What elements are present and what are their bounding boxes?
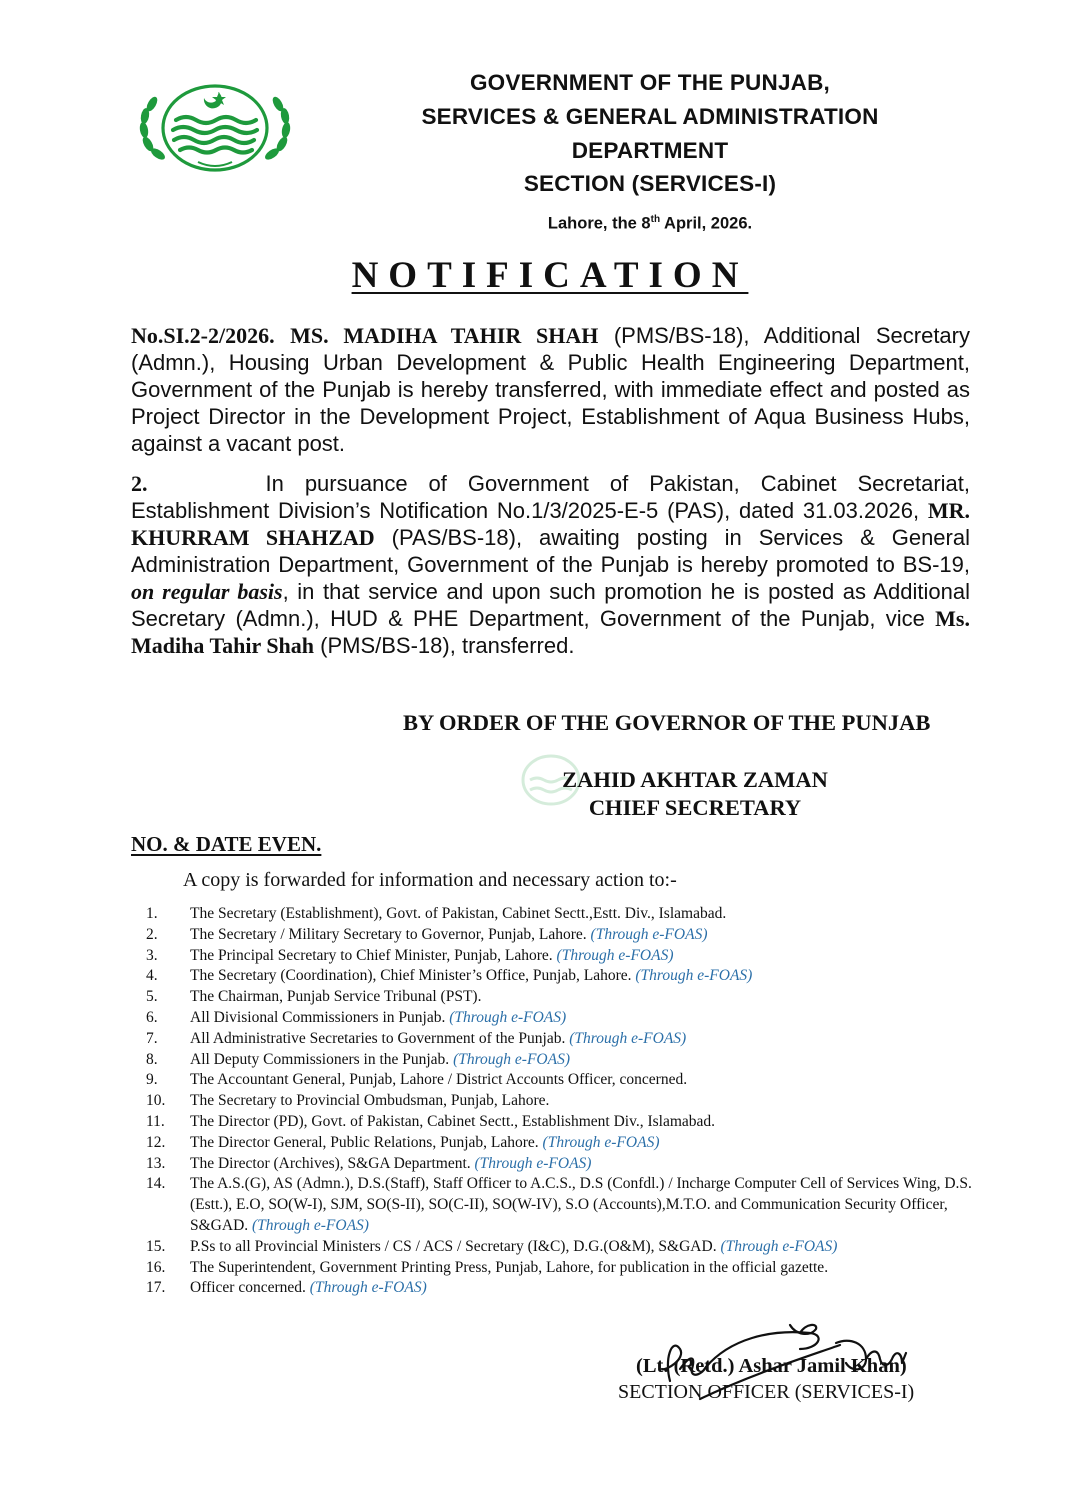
list-item: 13. The Director (Archives), S&GA Department. (Through e-FOAS) — [146, 1154, 592, 1172]
paragraph-1: No.SI.2-2/2026. MS. MADIHA TAHIR SHAH (PMS/BS-18), Additional Secretary (Admn.), Housing Urban Development & Public Health Engineering Department, Government of the Punjab is hereby transferred, with immediate effect and posted as Project Director in the Development Project, Establishment of Aqua Business Hubs, against a vacant post. — [131, 323, 970, 456]
notification-title: NOTIFICATION — [351, 255, 749, 296]
list-item: 4. The Secretary (Coordination), Chief Minister’s Office, Punjab, Lahore. (Through e-FOAS) — [146, 967, 753, 985]
list-item: 6. All Divisional Commissioners in Punjab. (Through e-FOAS) — [146, 1008, 567, 1026]
list-item: 5. The Chairman, Punjab Service Tribunal (PST). — [146, 988, 482, 1006]
section-officer-title: SECTION OFFICER (SERVICES-I) — [618, 1381, 915, 1403]
list-item: 12. The Director General, Public Relations, Punjab, Lahore. (Through e-FOAS) — [146, 1133, 660, 1151]
list-item: 14. The A.S.(G), AS (Admn.), D.S.(Staff), Staff Officer to A.C.S., D.S (Confdl.) / Incharge Computer Cell of Services Wing, D.S.(Estt.), E.O, SO(W-I), SJM, SO(S-II), SO(C-II), SO(W-IV), S.O (Accounts),M.T.O. and Communication Security Officer, S&GAD. (Through e-FOAS) — [146, 1175, 972, 1234]
copy-forward-line: A copy is forwarded for information and necessary action to:- — [183, 869, 677, 891]
list-item: 15. P.Ss to all Provincial Ministers / CS / ACS / Secretary (I&C), D.G.(O&M), S&GAD. (Through e-FOAS) — [146, 1237, 838, 1255]
header-department-name: SERVICES & GENERAL ADMINISTRATION — [421, 104, 879, 129]
punjab-emblem-icon — [126, 76, 304, 180]
list-item: 7. All Administrative Secretaries to Government of the Punjab. (Through e-FOAS) — [146, 1029, 687, 1047]
header-department: DEPARTMENT — [571, 138, 729, 163]
signatory-block — [540, 766, 850, 822]
section-officer-name: (Lt. (Retd.) Ashar Jamil Khan) — [636, 1355, 907, 1377]
signatory-title: CHIEF SECRETARY — [588, 795, 802, 820]
list-item: 1. The Secretary (Establishment), Govt. of Pakistan, Cabinet Sectt.,Estt. Div., Islamabad. — [146, 905, 727, 922]
copy-list — [130, 904, 990, 1299]
by-order-line: BY ORDER OF THE GOVERNOR OF THE PUNJAB — [403, 710, 931, 735]
vice-officer-name: Ms. Madiha Tahir Shah — [131, 606, 970, 658]
header-section: SECTION (SERVICES-I) — [523, 171, 777, 196]
list-item: 3. The Principal Secretary to Chief Minister, Punjab, Lahore. (Through e-FOAS) — [146, 946, 674, 964]
regular-basis: on regular basis — [131, 579, 283, 604]
officer-name-1: MS. MADIHA TAHIR SHAH — [290, 323, 599, 348]
list-item: 8. All Deputy Commissioners in the Punjab. (Through e-FOAS) — [146, 1050, 571, 1068]
list-item: 16. The Superintendent, Government Printing Press, Punjab, Lahore, for publication in the official gazette. — [146, 1258, 829, 1276]
signatory-name: ZAHID AKHTAR ZAMAN — [562, 767, 828, 792]
date-line: Lahore, the 8th April, 2026. — [547, 214, 753, 233]
officer-name-2: MR. KHURRAM SHAHZAD — [131, 498, 970, 550]
paragraph-2: 2. In pursuance of Government of Pakistan, Cabinet Secretariat, Establishment Division’s Notification No.1/3/2025-E-5 (PAS), dated 31.03.2026, MR. KHURRAM SHAHZAD (PAS/BS-18), awaiting posting in Services & General Administration Department, Government of the Punjab is hereby promoted to BS-19, on regular basis, in that service and upon such promotion he is posted as Additional Secretary (Admn.), HUD & PHE Department, Government of the Punjab, vice Ms. Madiha Tahir Shah (PMS/BS-18), transferred. — [131, 471, 970, 658]
paragraph-number: 2. — [131, 471, 148, 496]
list-item: 9. The Accountant General, Punjab, Lahore / District Accounts Officer, concerned. — [146, 1071, 688, 1089]
no-date-even: NO. & DATE EVEN. — [131, 832, 322, 856]
header-government: GOVERNMENT OF THE PUNJAB, — [469, 70, 831, 95]
list-item: 10. The Secretary to Provincial Ombudsman, Punjab, Lahore. — [146, 1092, 550, 1110]
notification-number: No.SI.2-2/2026. — [131, 323, 275, 348]
list-item: 17. Officer concerned. (Through e-FOAS) — [146, 1279, 427, 1297]
list-item: 2. The Secretary / Military Secretary to Governor, Punjab, Lahore. (Through e-FOAS) — [146, 925, 708, 943]
list-item: 11. The Director (PD), Govt. of Pakistan, Cabinet Sectt., Establishment Div., Islamabad. — [146, 1112, 716, 1130]
